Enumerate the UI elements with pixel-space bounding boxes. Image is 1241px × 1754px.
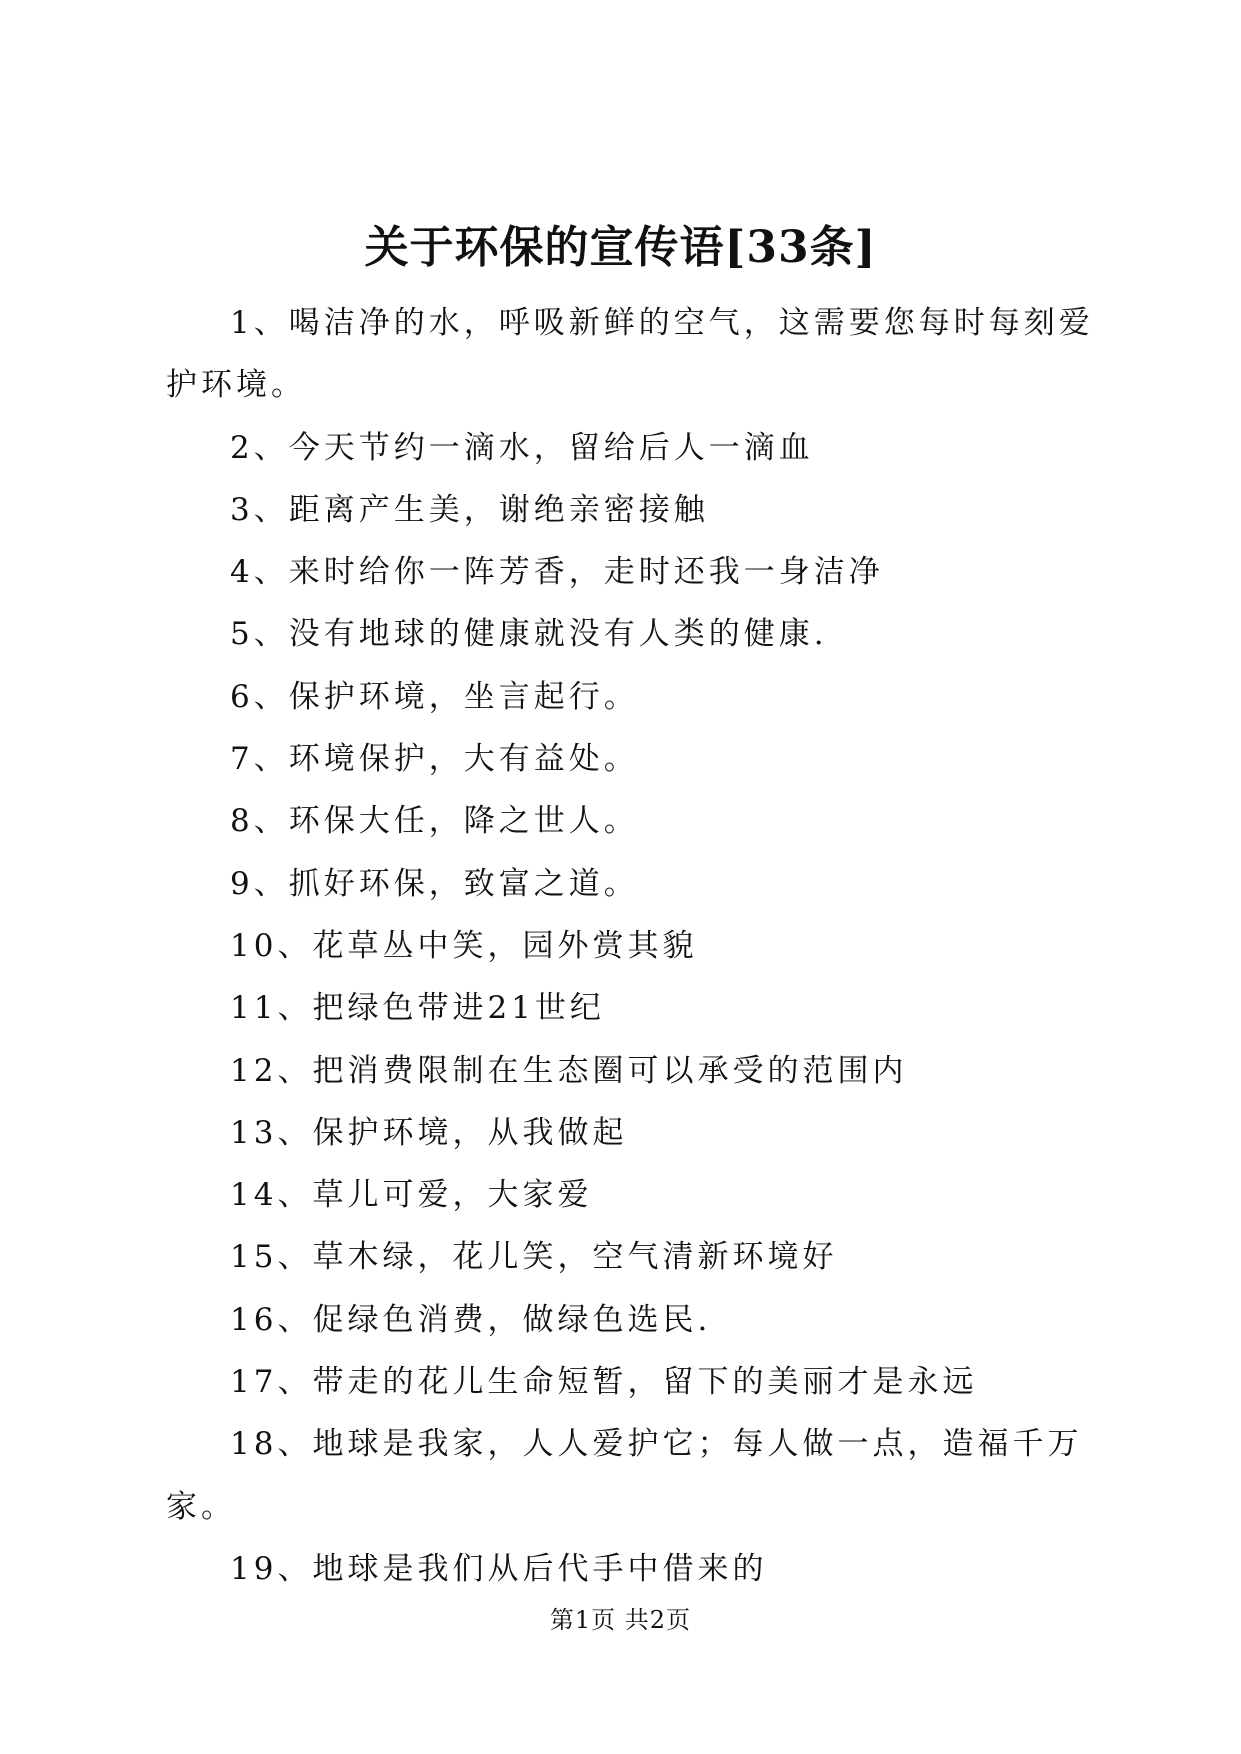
slogan-item: 3、距离产生美，谢绝亲密接触 <box>230 491 709 528</box>
slogan-item: 14、草儿可爱，大家爱 <box>230 1177 593 1214</box>
document-title: 关于环保的宣传语[33条] <box>364 222 877 273</box>
slogan-item: 18、地球是我家，人人爱护它；每人做一点，造福千万家。 <box>166 1426 1083 1525</box>
slogan-item: 6、保护环境，坐言起行。 <box>230 678 639 715</box>
slogan-list <box>166 292 1096 1600</box>
slogan-item: 1、喝洁净的水，呼吸新鲜的空气，这需要您每时每刻爱护环境。 <box>166 305 1094 404</box>
slogan-item: 17、带走的花儿生命短暂，留下的美丽才是永远 <box>230 1364 978 1401</box>
page-number-footer: 第1页 共2页 <box>549 1606 692 1634</box>
slogan-item: 16、促绿色消费，做绿色选民. <box>230 1301 712 1338</box>
slogan-item: 7、环境保护，大有益处。 <box>230 741 639 778</box>
slogan-item: 12、把消费限制在生态圈可以承受的范围内 <box>230 1052 908 1089</box>
slogan-item: 9、抓好环保，致富之道。 <box>230 865 639 902</box>
slogan-item: 11、把绿色带进21世纪 <box>230 990 605 1027</box>
slogan-item: 5、没有地球的健康就没有人类的健康. <box>230 616 828 653</box>
slogan-item: 8、环保大任，降之世人。 <box>230 803 639 840</box>
slogan-item: 4、来时给你一阵芳香，走时还我一身洁净 <box>230 554 884 591</box>
slogan-item: 10、花草丛中笑，园外赏其貌 <box>230 927 698 964</box>
slogan-item: 15、草木绿，花儿笑，空气清新环境好 <box>230 1239 838 1276</box>
slogan-item: 13、保护环境，从我做起 <box>230 1114 628 1151</box>
slogan-item: 2、今天节约一滴水，留给后人一滴血 <box>230 429 814 466</box>
slogan-item: 19、地球是我们从后代手中借来的 <box>230 1550 768 1587</box>
